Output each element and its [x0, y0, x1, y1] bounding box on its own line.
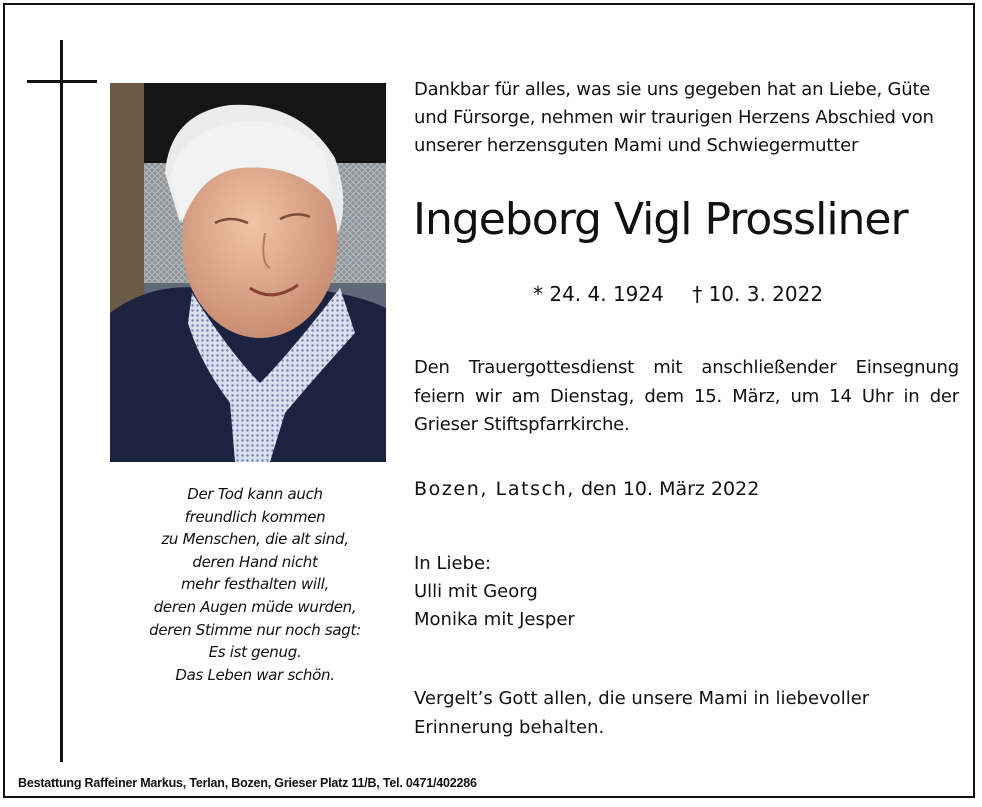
mourner-name: Ulli mit Georg: [414, 581, 538, 602]
poem-line: Der Tod kann auch: [187, 485, 323, 503]
poem-line: deren Augen müde wurden,: [153, 597, 357, 616]
memorial-poem: [110, 483, 400, 686]
poem-line: deren Stimme nur noch sagt:: [149, 620, 361, 639]
birth-date: * 24. 4. 1924: [533, 282, 664, 306]
poem-line: mehr festhalten will,: [181, 575, 329, 594]
mourners-block: [414, 550, 575, 634]
poem-line: Das Leben war schön.: [175, 665, 335, 684]
service-line: Grieser Stiftspfarrkirche.: [414, 414, 630, 435]
thanks-line: Vergelt’s Gott allen, die unsere Mami in liebevoller: [414, 688, 870, 709]
death-date: † 10. 3. 2022: [692, 282, 824, 306]
cross-horizontal-bar: [27, 80, 97, 83]
intro-text: [414, 76, 959, 160]
funeral-home-footer: Bestattung Raffeiner Markus, Terlan, Bozen, Grieser Platz 11/B, Tel. 0471/402286: [18, 776, 477, 790]
thanks-text: [414, 684, 869, 742]
mourner-name: Monika mit Jesper: [414, 609, 575, 630]
intro-line: unserer herzensguten Mami und Schwiegermutter: [414, 135, 859, 156]
poem-line: deren Hand nicht: [192, 552, 318, 571]
thanks-line: Erinnerung behalten.: [414, 717, 605, 738]
intro-line: und Fürsorge, nehmen wir traurigen Herzens Abschied von: [414, 107, 934, 128]
cross-vertical-bar: [60, 40, 63, 762]
portrait-photo: [110, 83, 386, 462]
place-names: Bozen, Latsch,: [414, 478, 575, 500]
deceased-name: Ingeborg Vigl Prossliner: [413, 194, 908, 245]
notice-date: den 10. März 2022: [574, 478, 760, 500]
love-heading: In Liebe:: [414, 553, 492, 574]
poem-line: zu Menschen, die alt sind,: [161, 530, 349, 549]
poem-line: Es ist genug.: [208, 643, 302, 662]
service-line: Den Trauergottesdienst mit anschließender Einsegnung: [414, 357, 959, 378]
funeral-service-text: [414, 354, 959, 440]
life-dates: [533, 282, 823, 306]
service-line: feiern wir am Dienstag, dem 15. März, um 14 Uhr in der: [414, 385, 959, 407]
place-and-date: [414, 478, 759, 500]
poem-line: freundlich kommen: [184, 507, 326, 526]
intro-line: Dankbar für alles, was sie uns gegeben hat an Liebe, Güte: [414, 79, 931, 100]
